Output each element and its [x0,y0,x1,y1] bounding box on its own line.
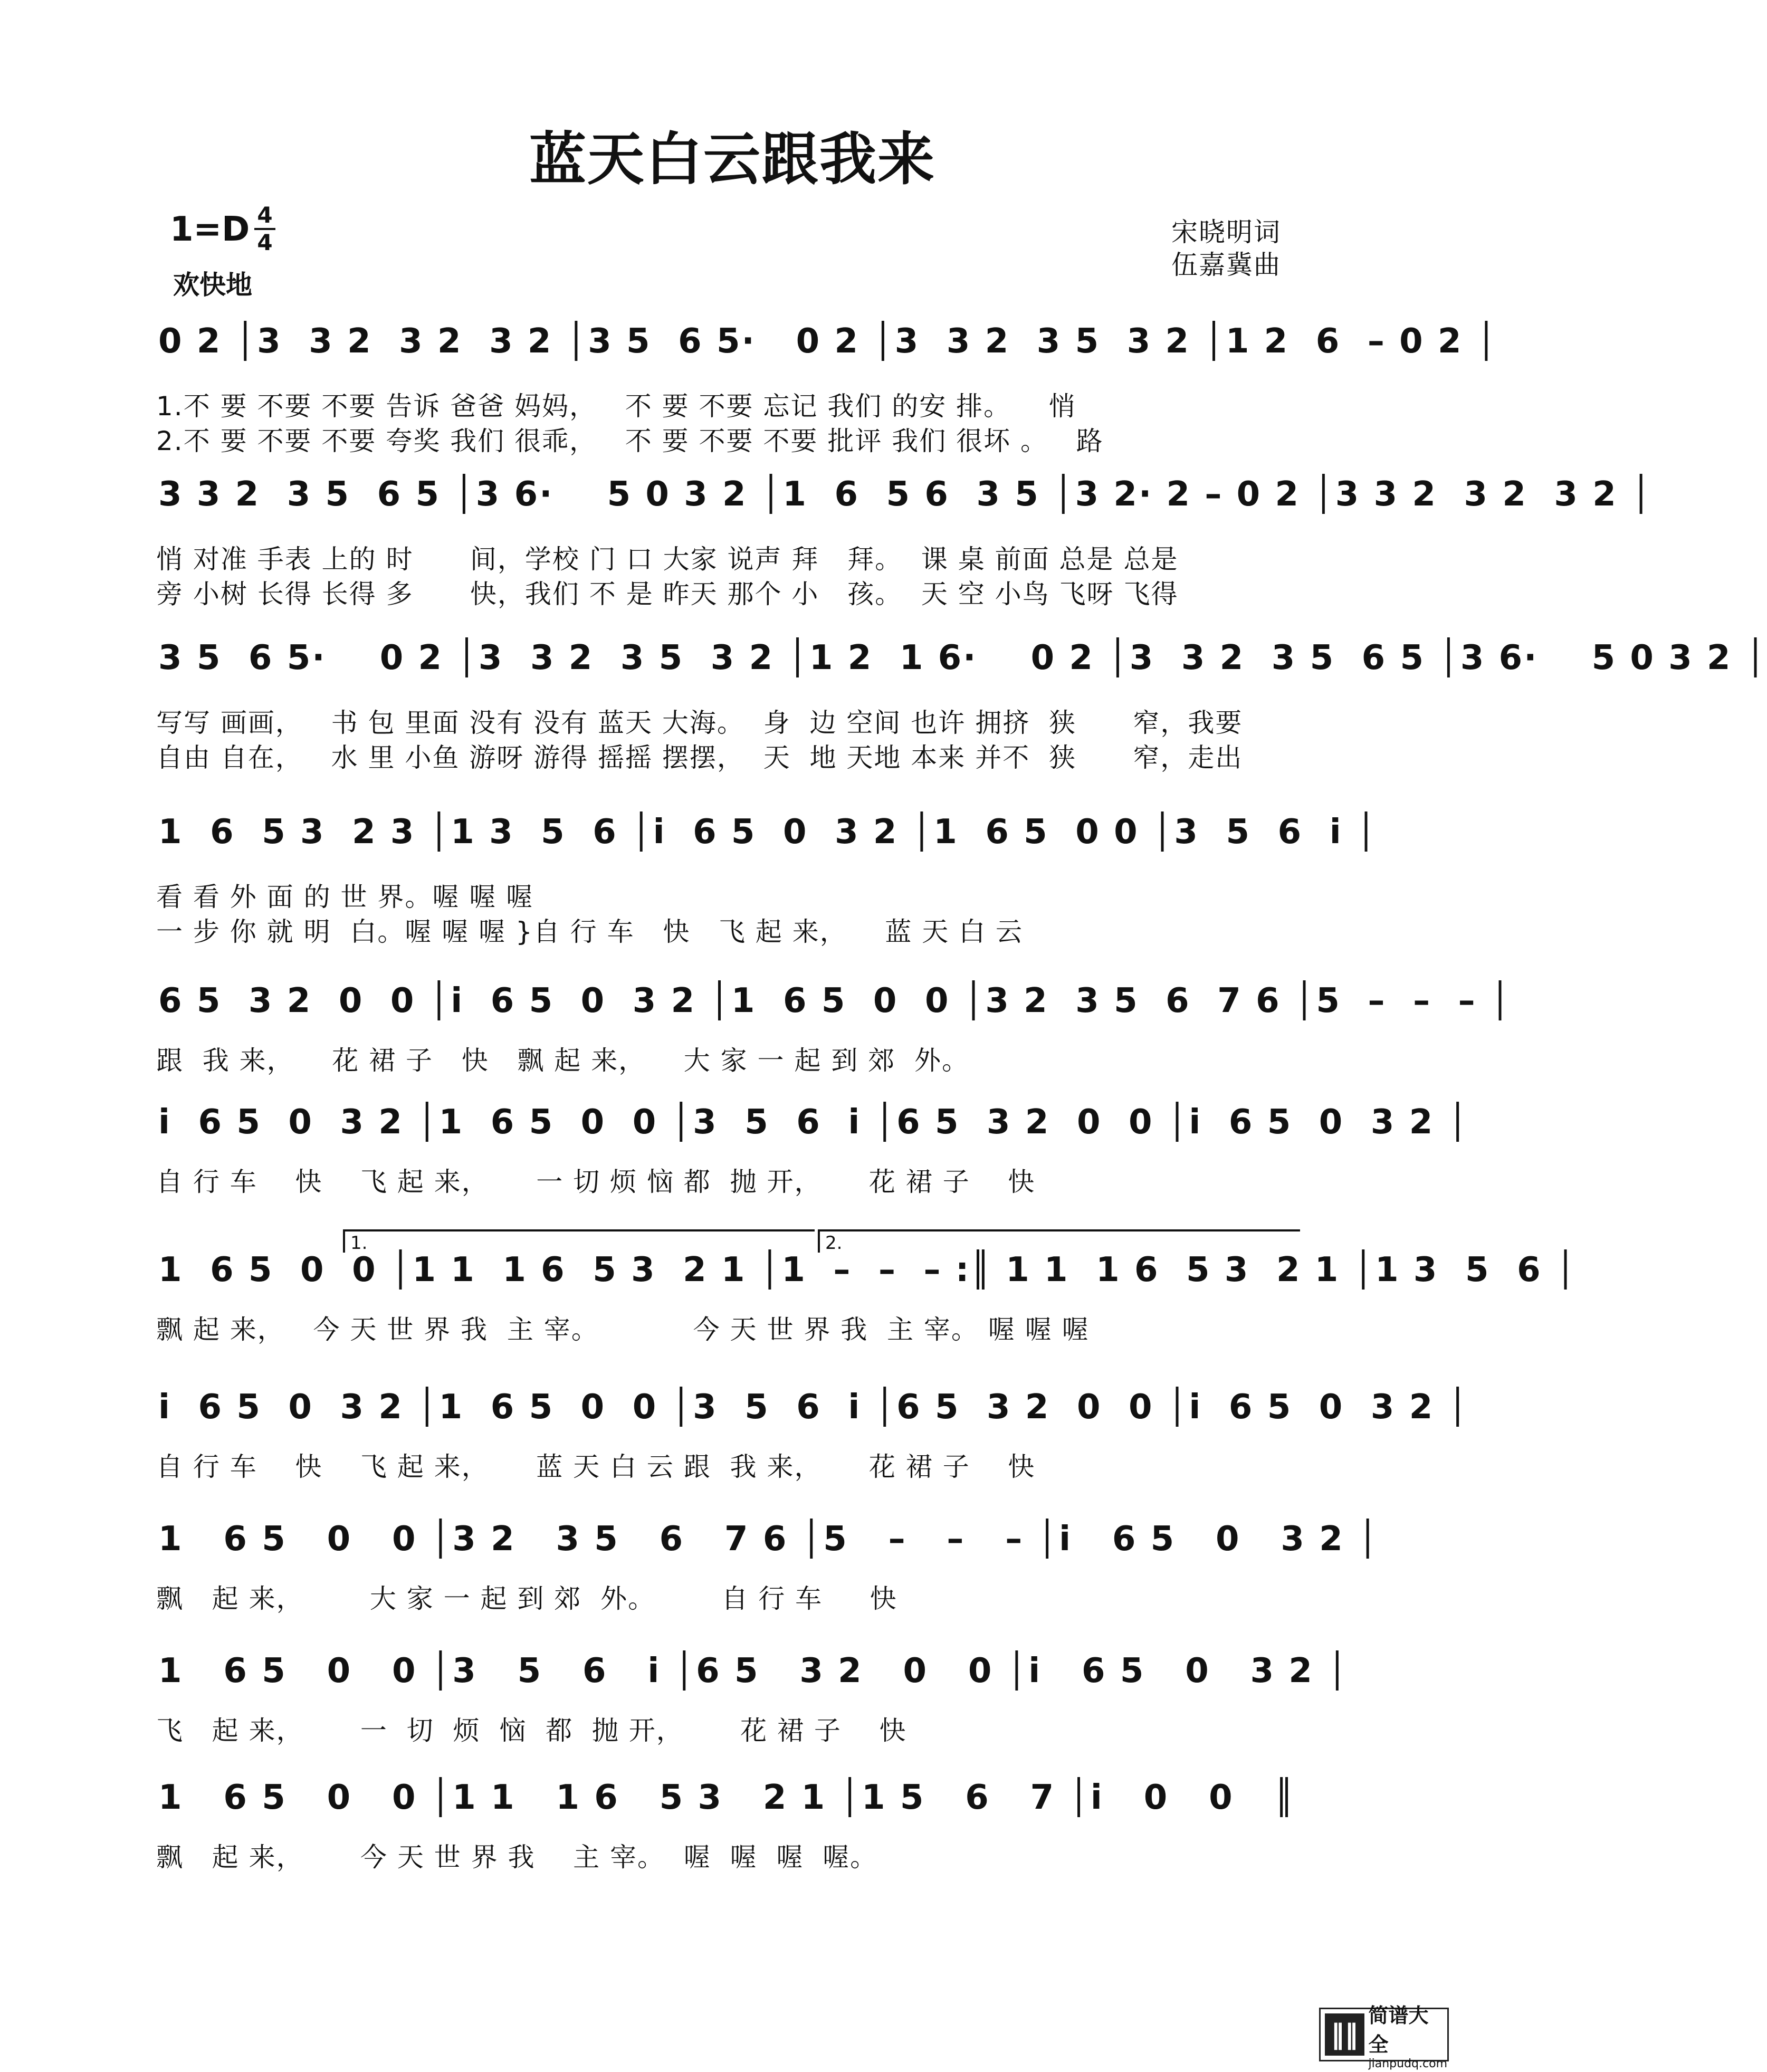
notes-line: 0 2 │3 3 2 3 2 3 2 │3 5 6 5· 0 2 │3 3 2 3 5 3 2 │1 2 6 – 0 2 │ [158,322,1498,361]
lyric-verse-2: 一 步 你 就 明 白。喔 喔 喔 }自 行 车 快 飞 起 来， 蓝 天 白 云 [156,916,1024,947]
notes-line: i 6 5 0 3 2 │1 6 5 0 0 │3 5 6 i │6 5 3 2 0 0 │i 6 5 0 3 2 │ [158,1388,1470,1427]
watermark-name: 简谱大全 [1368,2003,1429,2056]
piano-keys-icon: ‖‖ [1325,2013,1364,2056]
notes-line: 1 6 5 0 0 │1 1 1 6 5 3 2 1 │1 – – – :║ 1 1 1 6 5 3 2 1 │1 3 5 6 │ [158,1250,1578,1290]
lyric-verse-1: 看 看 外 面 的 世 界。喔 喔 喔 [156,882,534,912]
lyric-verse-2: 2.不 要 不要 不要 夸奖 我们 很乖， 不 要 不要 不要 批评 我们 很坏 。 路 [156,426,1104,456]
lyric-line: 飘 起 来， 今 天 世 界 我 主 宰。 今 天 世 界 我 主 宰。 喔 喔 喔 [156,1314,1090,1345]
lyric-line: 飘 起 来， 今 天 世 界 我 主 宰。 喔 喔 喔 喔。 [156,1842,878,1873]
notes-line: 3 3 2 3 5 6 5 │3 6· 5 0 3 2 │1 6 5 6 3 5 │3 2· 2 – 0 2 │3 3 2 3 2 3 2 │ [158,475,1653,514]
notes-line: 1 6 5 3 2 3 │1 3 5 6 │i 6 5 0 3 2 │1 6 5 0 0 │3 5 6 i │ [158,813,1378,852]
lyric-line: 飘 起 来， 大 家 一 起 到 郊 外。 自 行 车 快 [156,1583,897,1614]
lyric-verse-2: 旁 小树 长得 长得 多 快，我们 不 是 昨天 那个 小 孩。 天 空 小鸟 飞呀 飞得 [156,579,1179,609]
notes-line: 1 6 5 0 0 │1 1 1 6 5 3 2 1 │1 5 6 7 │i 0 0 ║ [158,1778,1296,1817]
second-ending-bracket: 2. [818,1229,1300,1253]
key-signature: 1=D [170,210,250,249]
lyric-verse-1: 悄 对准 手表 上的 时 间，学校 门 口 大家 说声 拜 拜。 课 桌 前面 总是 总是 [156,544,1179,575]
time-signature-bottom: 4 [257,230,273,255]
notes-line: 1 6 5 0 0 │3 2 3 5 6 7 6 │5 – – – │i 6 5 0 3 2 │ [158,1520,1380,1559]
first-ending-bracket: 1. [343,1229,815,1253]
lyric-verse-1: 1.不 要 不要 不要 告诉 爸爸 妈妈， 不 要 不要 忘记 我们 的安 排。 悄 [156,391,1076,422]
lyricist-credit: 宋晓明词 [1171,217,1281,247]
notes-line: 1 6 5 0 0 │3 5 6 i │6 5 3 2 0 0 │i 6 5 0 3 2 │ [158,1651,1349,1691]
lyric-line: 自 行 车 快 飞 起 来， 蓝 天 白 云 跟 我 来， 花 裙 子 快 [156,1452,1036,1482]
notes-line: i 6 5 0 3 2 │1 6 5 0 0 │3 5 6 i │6 5 3 2 0 0 │i 6 5 0 3 2 │ [158,1103,1470,1142]
notes-line: 6 5 3 2 0 0 │i 6 5 0 3 2 │1 6 5 0 0 │3 2 3 5 6 7 6 │5 – – – │ [158,981,1512,1020]
watermark-url: jianpudq.com [1368,2057,1447,2070]
lyric-verse-1: 写写 画画， 书 包 里面 没有 没有 蓝天 大海。 身 边 空间 也许 拥挤 狭 窄，我要 [156,708,1243,738]
lyric-verse-2: 自由 自在， 水 里 小鱼 游呀 游得 摇摇 摆摆， 天 地 天地 本来 并不 狭 窄，走出 [156,742,1243,773]
lyric-line: 跟 我 来， 花 裙 子 快 飘 起 来， 大 家 一 起 到 郊 外。 [156,1045,970,1076]
composer-credit: 伍嘉冀曲 [1171,250,1281,280]
tempo-marking: 欢快地 [173,270,252,300]
lyric-line: 自 行 车 快 飞 起 来， 一 切 烦 恼 都 抛 开， 花 裙 子 快 [156,1167,1036,1197]
site-watermark [1319,2003,1449,2070]
page-title: 蓝天白云跟我来 [529,127,935,193]
watermark-text [1369,1999,1447,2070]
time-signature-top: 4 [257,202,273,228]
notes-line: 3 5 6 5· 0 2 │3 3 2 3 5 3 2 │1 2 1 6· 0 2 │3 3 2 3 5 6 5 │3 6· 5 0 3 2 │ [158,638,1767,677]
lyric-line: 飞 起 来， 一 切 烦 恼 都 抛 开， 花 裙 子 快 [156,1715,907,1746]
time-signature [254,204,275,254]
